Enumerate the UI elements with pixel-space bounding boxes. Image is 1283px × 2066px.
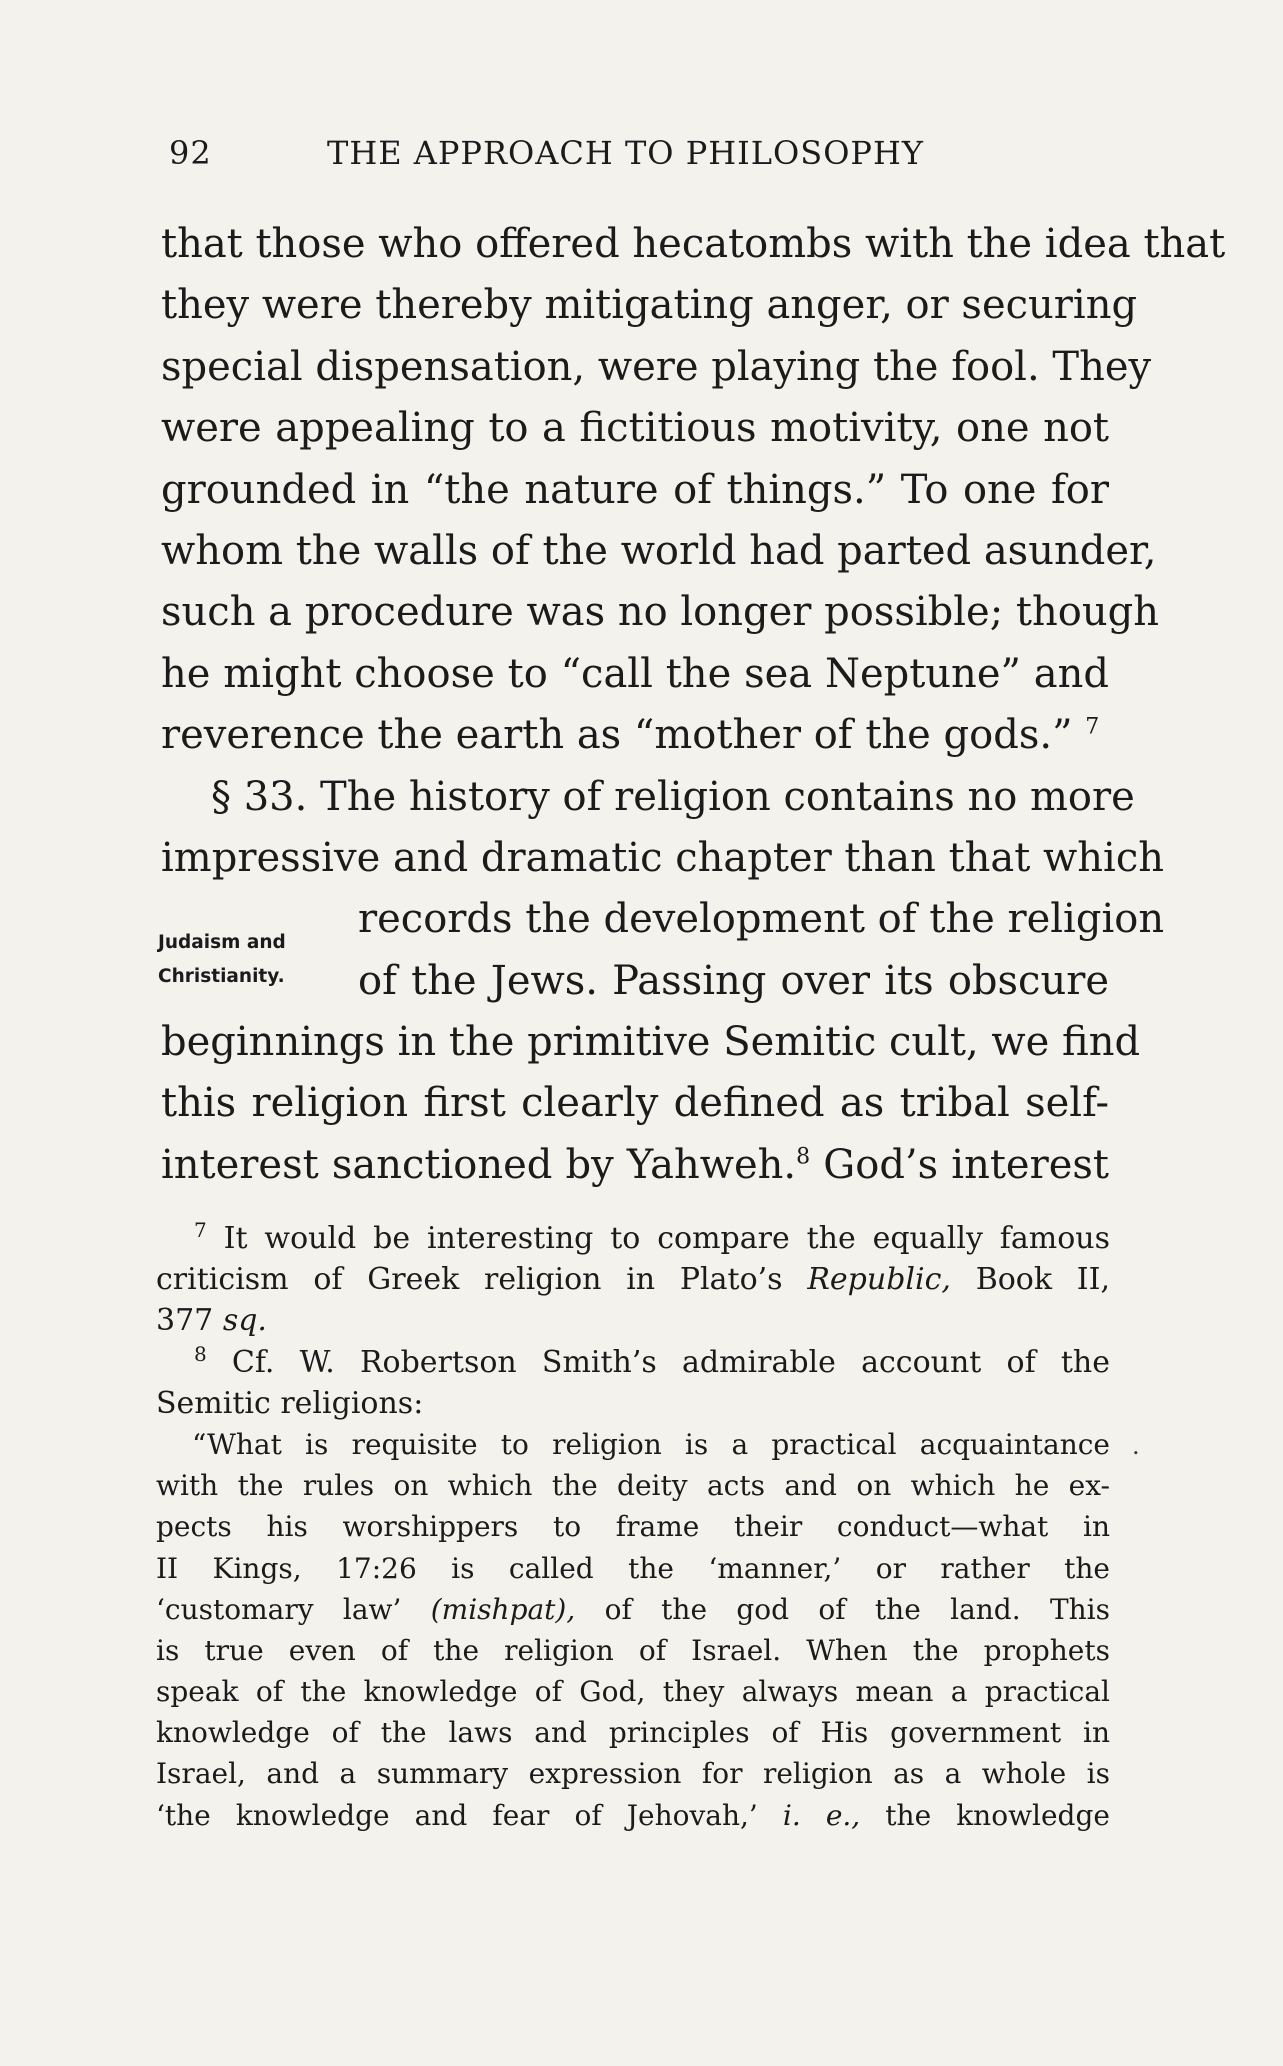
footnote-7-mark: 7 [194, 1218, 207, 1242]
footnotes [156, 1218, 1110, 1836]
text-line: were appealing to a fictitious motivity, one not [161, 405, 1109, 452]
text-line: that those who offered hecatombs with the idea that [161, 221, 1226, 267]
page-header [169, 128, 1069, 178]
marginal-note-line-1: Judaism and [158, 932, 286, 953]
note-reference-7: 7 [1085, 714, 1100, 740]
footnote-8 [156, 1342, 1110, 1383]
quotation-line: with the rules on which the deity acts and on which he ex- [156, 1469, 1110, 1503]
main-text [161, 214, 1226, 1196]
section-33-opening: § 33. The history of religion contains no more [211, 773, 1135, 820]
text-line-content: God’s interest [823, 1141, 1109, 1188]
text-line-content: reverence the earth as “mother of the gods.” [161, 712, 1073, 759]
text-line: they were thereby mitigating anger, or securing [161, 282, 1138, 329]
footnote-line [156, 1259, 1110, 1300]
print-speck: . [1132, 1432, 1140, 1460]
running-title: THE APPROACH TO PHILOSOPHY [327, 134, 924, 172]
quotation-line: knowledge of the laws and principles of His government in [156, 1716, 1110, 1750]
text-line: records the development of the religion [358, 896, 1165, 943]
quotation-line: speak of the knowledge of God, they always mean a practical [156, 1675, 1110, 1709]
text-line [161, 1135, 1109, 1196]
text-line: impressive and dramatic chapter than that which [161, 834, 1165, 881]
quotation-line: pects his worshippers to frame their conduct—what in [156, 1510, 1110, 1544]
text-line: such a procedure was no longer possible; though [161, 589, 1159, 636]
text-line-content: interest sanctioned by Yahweh. [161, 1141, 797, 1188]
text-line: of the Jews. Passing over its obscure [358, 957, 1109, 1004]
footnote-8-mark: 8 [194, 1341, 207, 1366]
quotation-line [156, 1589, 1110, 1630]
text-line: he might choose to “call the sea Neptune” and [161, 650, 1109, 697]
quotation-line: II Kings, 17:26 is called the ‘manner,’ or rather the [156, 1551, 1110, 1585]
text-line: special dispensation, were playing the fool. They [161, 343, 1152, 390]
work-title: Republic, [807, 1262, 951, 1298]
footnote-text: It would be interesting to compare the equally famous [223, 1221, 1110, 1256]
note-reference-8: 8 [796, 1144, 811, 1170]
page-number: 92 [169, 134, 212, 172]
quotation-line: “What is requisite to religion is a practical acquaintance [192, 1427, 1110, 1461]
footnote-italic: i. e., [782, 1798, 861, 1832]
footnote-text: the knowledge [885, 1798, 1110, 1832]
footnote-italic: sq. [222, 1303, 267, 1339]
quotation-line: Israel, and a summary expression for religion as a whole is [156, 1757, 1110, 1791]
text-line: whom the walls of the world had parted asunder, [161, 527, 1157, 574]
footnote-7 [156, 1218, 1110, 1259]
footnote-text: ‘the knowledge and fear of Jehovah,’ [156, 1798, 758, 1832]
footnote-line [156, 1300, 1110, 1341]
footnote-italic: (mishpat), [430, 1592, 576, 1626]
footnote-text: ‘customary law’ [156, 1592, 402, 1626]
text-line: beginnings in the primitive Semitic cult, we find [161, 1019, 1141, 1066]
text-line [161, 705, 1109, 766]
quotation-line [156, 1795, 1110, 1836]
footnote-text: of the god of the land. This [604, 1592, 1110, 1626]
text-line: this religion first clearly defined as tribal self- [161, 1080, 1109, 1127]
footnote-text: Book II, [975, 1262, 1111, 1298]
footnote-text: Cf. W. Robertson Smith’s admirable account of the [231, 1344, 1110, 1380]
footnote-line: Semitic religions: [156, 1385, 424, 1421]
quotation-line: is true even of the religion of Israel. When the prophets [156, 1633, 1110, 1667]
footnote-text: 377 [156, 1303, 214, 1339]
text-line: grounded in “the nature of things.” To one for [161, 466, 1109, 513]
footnote-text: criticism of Greek religion in Plato’s [156, 1262, 783, 1298]
marginal-note-line-2: Christianity. [158, 966, 285, 987]
